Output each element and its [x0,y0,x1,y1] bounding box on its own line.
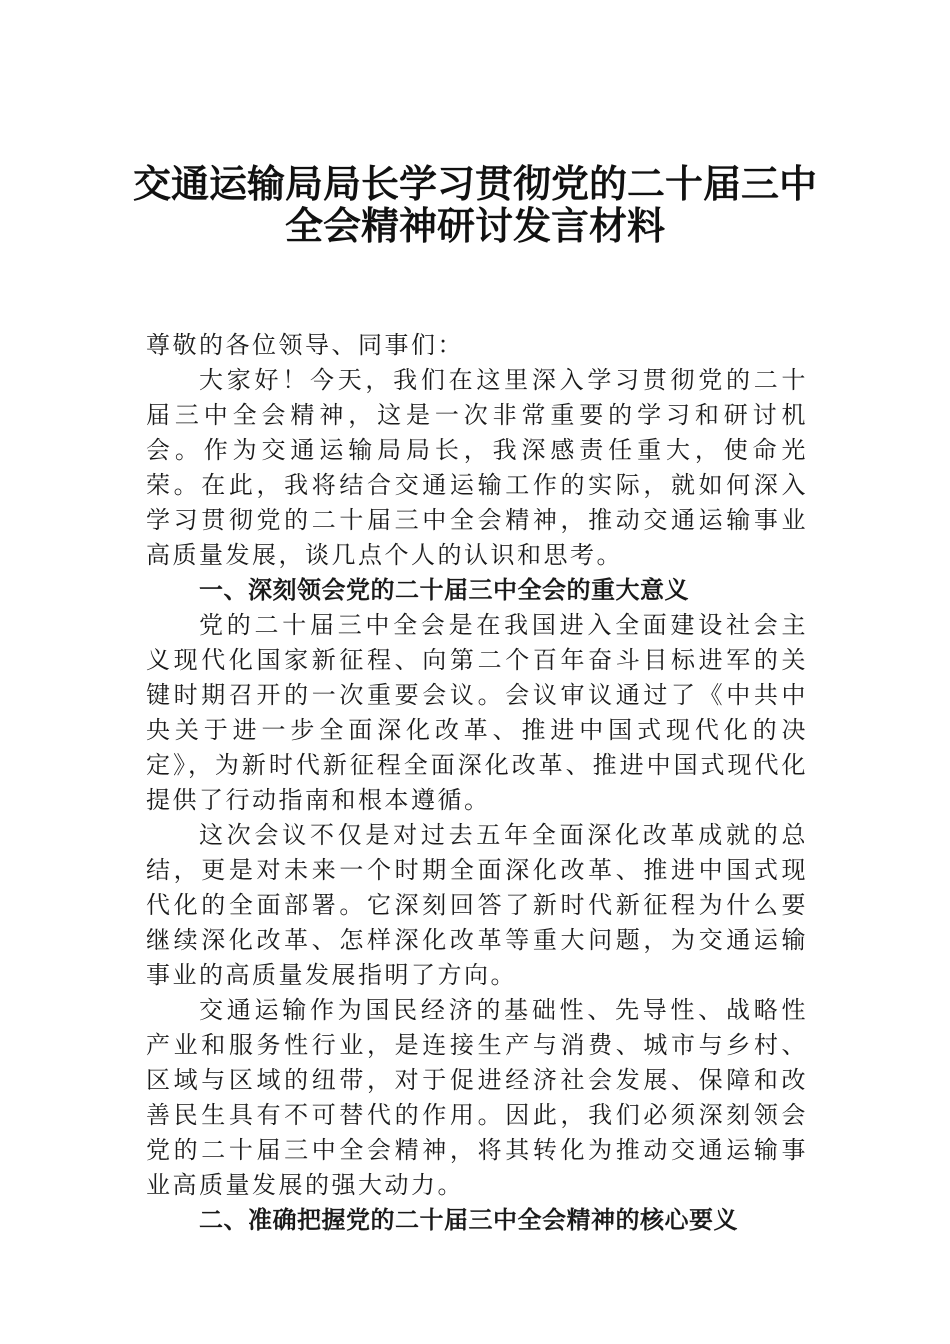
paragraph-intro: 大家好！今天，我们在这里深入学习贯彻党的二十届三中全会精神，这是一次非常重要的学习和研讨机会。作为交通运输局局长，我深感责任重大，使命光荣。在此，我将结合交通运输工作的实际，就如何深入学习贯彻党的二十届三中全会精神，推动交通运输事业高质量发展，谈几点个人的认识和思考。 [146,366,808,569]
paragraph-significance-2: 这次会议不仅是对过去五年全面深化改革成就的总结，更是对未来一个时期全面深化改革、推进中国式现代化的全面部署。它深刻回答了新时代新征程为什么要继续深化改革、怎样深化改革等重大问题，为交通运输事业的高质量发展指明了方向。 [146,821,808,989]
document-title-line-2: 全会精神研讨发言材料 [284,203,665,248]
salutation: 尊敬的各位领导、同事们： [146,331,464,359]
paragraph-significance-3: 交通运输作为国民经济的基础性、先导性、战略性产业和服务性行业，是连接生产与消费、城市与乡村、区域与区域的纽带，对于促进经济社会发展、保障和改善民生具有不可替代的作用。因此，我们必须深刻领会党的二十届三中全会精神，将其转化为推动交通运输事业高质量发展的强大动力。 [146,996,808,1199]
document-body [146,328,808,1238]
section-heading-2: 二、准确把握党的二十届三中全会精神的核心要义 [199,1206,738,1234]
document-title-line-1: 交通运输局局长学习贯彻党的二十届三中 [132,161,817,206]
paragraph-significance-1: 党的二十届三中全会是在我国进入全面建设社会主义现代化国家新征程、向第二个百年奋斗目标进军的关键时期召开的一次重要会议。会议审议通过了《中共中央关于进一步全面深化改革、推进中国式现代化的决定》，为新时代新征程全面深化改革、推进中国式现代化提供了行动指南和根本遵循。 [146,611,808,814]
section-heading-1: 一、深刻领会党的二十届三中全会的重大意义 [199,576,689,604]
